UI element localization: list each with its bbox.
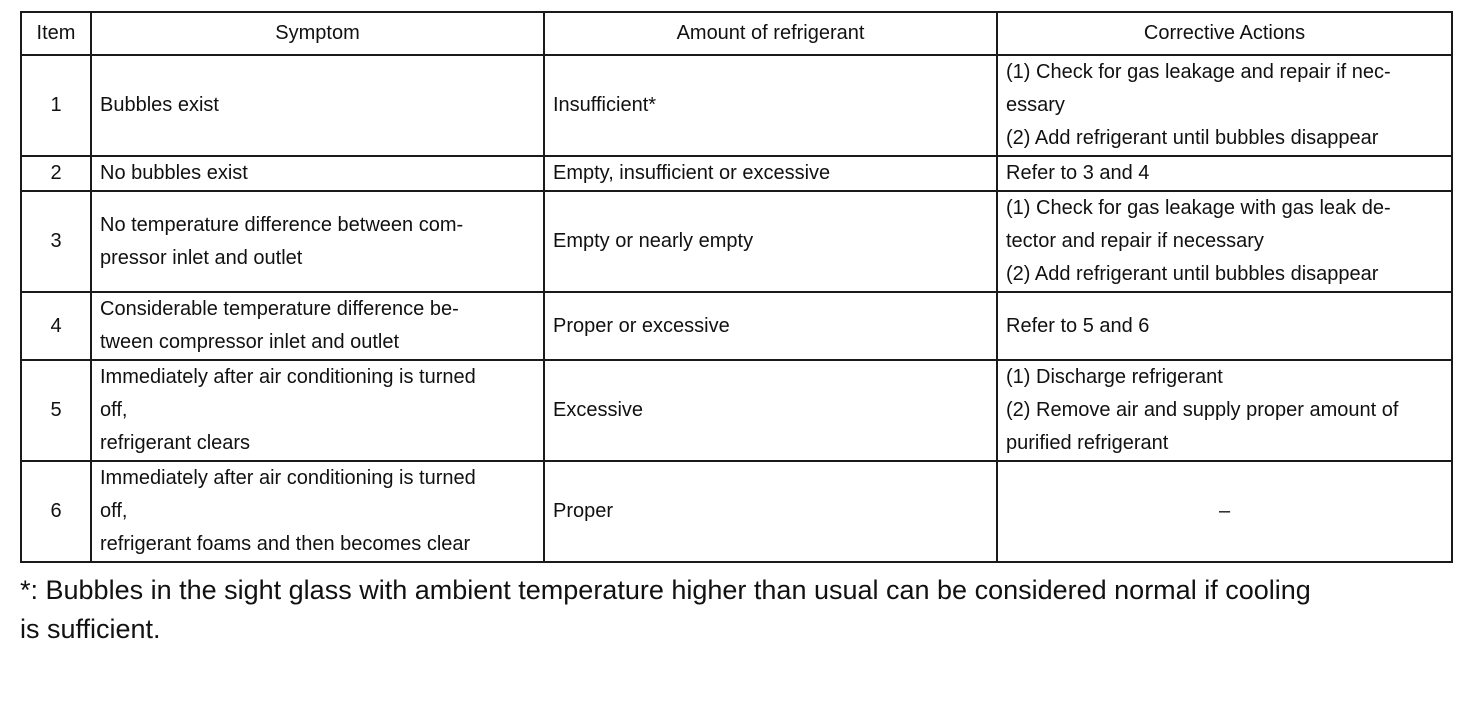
actions-cell — [997, 461, 1452, 562]
refrigerant-diagnosis-table — [20, 11, 1453, 563]
item-number: 1 — [21, 55, 91, 156]
symptom-cell — [91, 55, 544, 156]
action-line: (1) Discharge refrigerant — [1006, 366, 1223, 388]
table-row — [21, 156, 1452, 191]
symptom-cell — [91, 191, 544, 292]
item-number: 5 — [21, 360, 91, 461]
action-line: (2) Remove air and supply proper amount of — [1006, 399, 1399, 421]
symptom-line: Immediately after air conditioning is turned — [100, 366, 476, 388]
amount-cell: Insufficient* — [544, 55, 997, 156]
symptom-cell — [91, 156, 544, 191]
document-content — [20, 11, 1451, 649]
symptom-line: Considerable temperature difference be- — [100, 298, 459, 320]
action-line: (2) Add refrigerant until bubbles disappear — [1006, 263, 1379, 285]
table-header-row — [21, 12, 1452, 55]
action-line: (1) Check for gas leakage and repair if nec- — [1006, 61, 1391, 83]
symptom-line: off, — [100, 500, 128, 522]
action-line: purified refrigerant — [1006, 432, 1169, 454]
item-number: 2 — [21, 156, 91, 191]
table-row — [21, 55, 1452, 156]
amount-cell: Empty or nearly empty — [544, 191, 997, 292]
symptom-cell — [91, 292, 544, 360]
actions-cell — [997, 191, 1452, 292]
symptom-line: pressor inlet and outlet — [100, 246, 303, 269]
amount-cell: Excessive — [544, 360, 997, 461]
footnote-line: is sufficient. — [20, 614, 161, 644]
symptom-line: Bubbles exist — [100, 94, 219, 116]
symptom-line: refrigerant clears — [100, 432, 251, 454]
item-number: 3 — [21, 191, 91, 292]
symptom-line: Immediately after air conditioning is turned — [100, 467, 476, 489]
amount-cell: Empty, insufficient or excessive — [544, 156, 997, 191]
symptom-line: No bubbles exist — [100, 162, 248, 184]
symptom-line: off, — [100, 399, 128, 421]
actions-cell — [997, 55, 1452, 156]
action-line: (1) Check for gas leakage with gas leak de- — [1006, 197, 1391, 219]
item-number: 4 — [21, 292, 91, 360]
action-line: Refer to 3 and 4 — [1006, 162, 1150, 184]
item-number: 6 — [21, 461, 91, 562]
symptom-line: refrigerant foams and then becomes clear — [100, 533, 471, 555]
action-line: tector and repair if necessary — [1006, 230, 1264, 252]
symptom-cell — [91, 360, 544, 461]
table-row — [21, 360, 1452, 461]
action-line: Refer to 5 and 6 — [1006, 314, 1150, 337]
table-row — [21, 292, 1452, 360]
footnote-line: *: Bubbles in the sight glass with ambient temperature higher than usual can be considered normal if cooling — [20, 575, 1311, 605]
amount-cell: Proper — [544, 461, 997, 562]
action-line: essary — [1006, 94, 1065, 116]
symptom-line: No temperature difference between com- — [100, 213, 464, 236]
header-item: Item — [21, 12, 91, 55]
actions-cell — [997, 156, 1452, 191]
table-row — [21, 191, 1452, 292]
amount-cell: Proper or excessive — [544, 292, 997, 360]
symptom-line: tween compressor inlet and outlet — [100, 331, 400, 353]
symptom-cell — [91, 461, 544, 562]
table-row — [21, 461, 1452, 562]
action-line: (2) Add refrigerant until bubbles disappear — [1006, 127, 1379, 149]
actions-cell — [997, 360, 1452, 461]
footnote — [20, 571, 1451, 649]
header-amount: Amount of refrigerant — [544, 12, 997, 55]
action-line: – — [1218, 500, 1231, 522]
header-actions: Corrective Actions — [997, 12, 1452, 55]
actions-cell — [997, 292, 1452, 360]
header-symptom: Symptom — [91, 12, 544, 55]
